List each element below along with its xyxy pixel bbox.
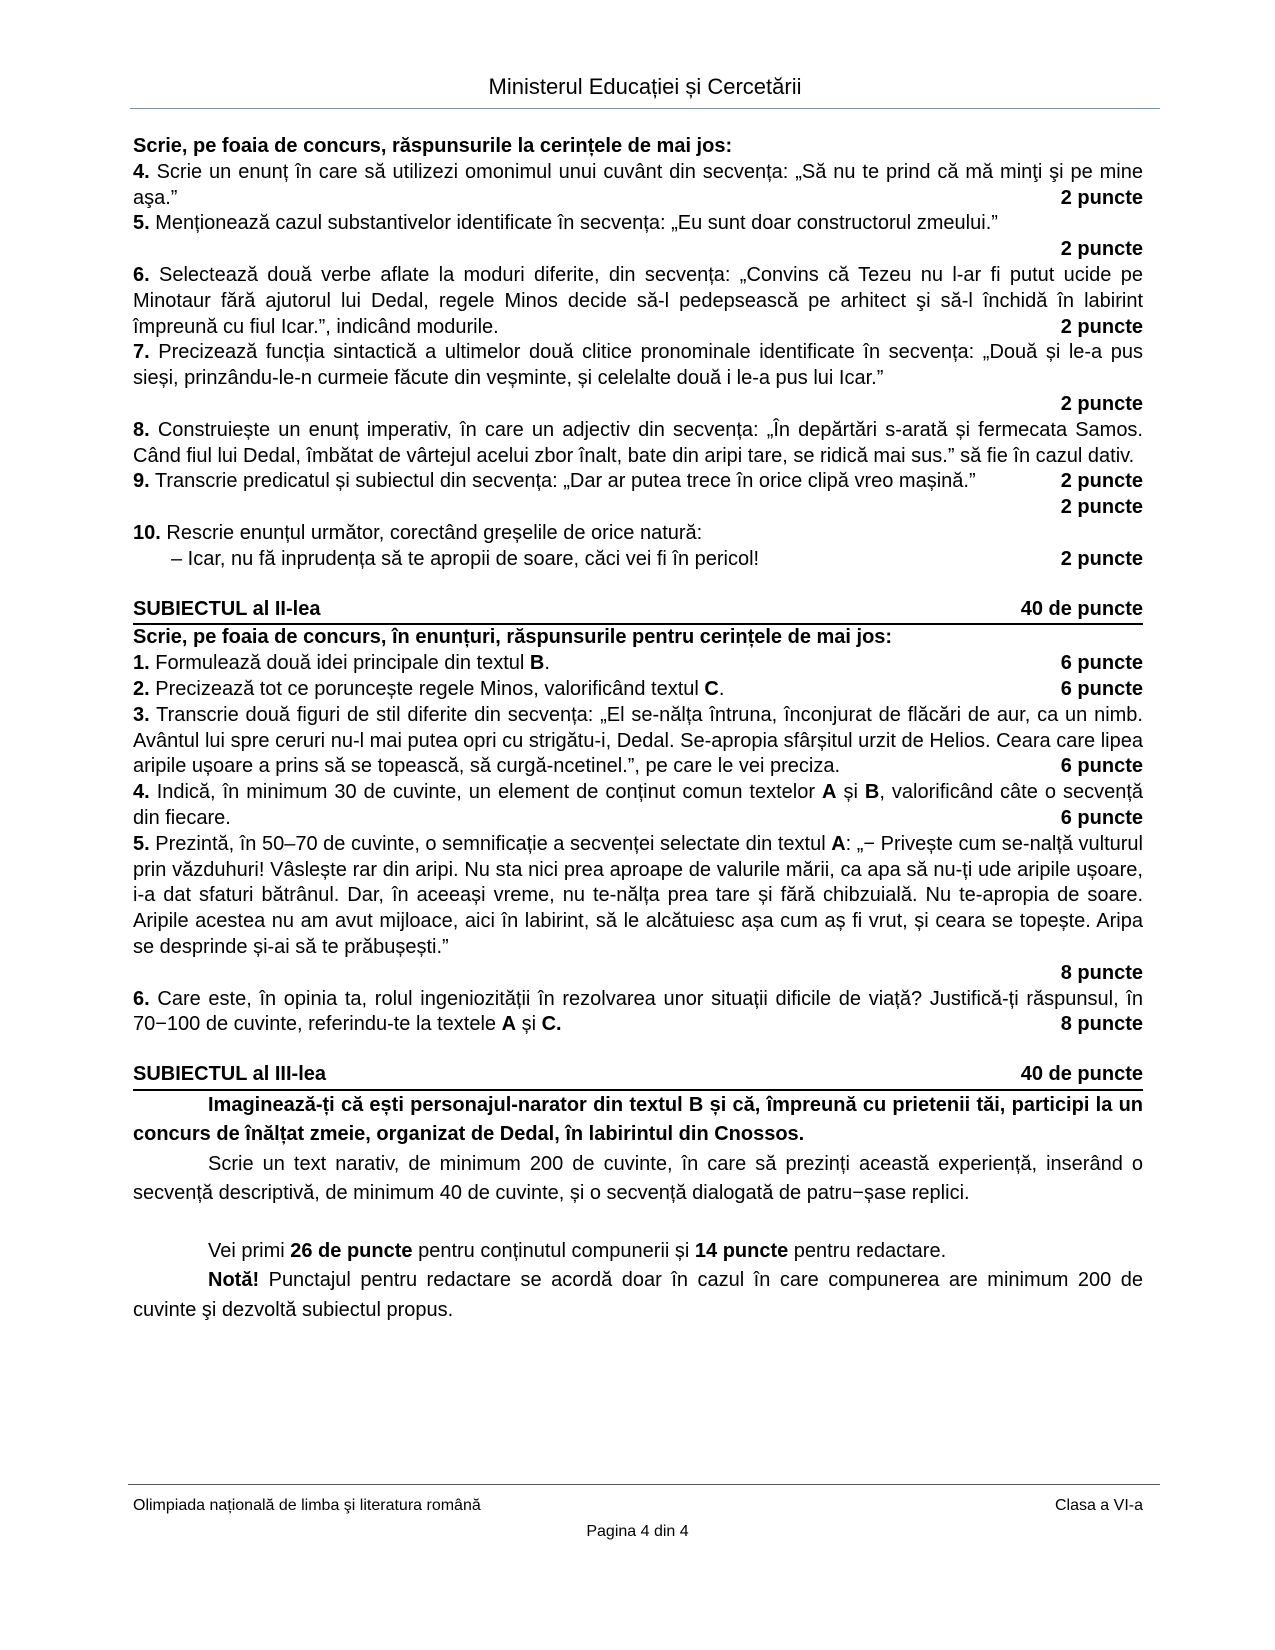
section-2-points: 40 de puncte <box>1020 597 1143 620</box>
section-3-scoring: Vei primi 26 de puncte pentru conținutul compunerii și 14 puncte pentru redactare. <box>208 1239 947 1262</box>
footer-class: Clasa a VI-a <box>1054 1497 1143 1514</box>
question-5: 5. Menționează cazul substantivelor identificate în secvența: „Eu sunt doar constructorul zmeului.” <box>133 212 998 235</box>
section-2-heading <box>133 597 1143 626</box>
footer-olympiad: Olimpiada națională de limba şi literatura română <box>133 1497 481 1514</box>
section-3-body <box>133 1091 1143 1326</box>
question-7: 7. Precizează funcția sintactică a ultimelor două clitice pronominale identificate în secvența: „Două și le-a pus sieși, prinzându-le-n curmeie făcute din veșminte, și celelalte două i le-a pus lui Icar.” <box>133 341 1143 390</box>
s2-points-5: 8 puncte <box>1060 961 1143 984</box>
points-7: 2 puncte <box>1060 392 1143 415</box>
section-3-task: Scrie un text narativ, de minimum 200 de cuvinte, în care să prezinți această experiență, inserând o secvență descriptivă, de minimum 40 de cuvinte, și o secvență dialogată de patru−șase replici. <box>133 1152 1143 1205</box>
points-5: 2 puncte <box>1060 238 1143 261</box>
s2-question-1: 1. Formulează două idei principale din textul B. 6 puncte <box>133 651 1143 677</box>
points-8: 2 puncte <box>1060 470 1143 493</box>
points-6: 2 puncte <box>1060 315 1143 338</box>
s2-question-2: 2. Precizează tot ce poruncește regele Minos, valorificând textul C. 6 puncte <box>133 677 1143 703</box>
s2-points-3: 6 puncte <box>1060 755 1143 778</box>
footer-divider <box>128 1484 1160 1485</box>
points-10: 2 puncte <box>1060 547 1143 570</box>
s2-points-1: 6 puncte <box>1060 652 1143 675</box>
points-9: 2 puncte <box>1060 496 1143 519</box>
page-number: Pagina 4 din 4 <box>586 1523 689 1540</box>
s2-question-6: 6. Care este, în opinia ta, rolul ingeniozității în rezolvarea unor situații dificile de viață? Justifică-ți răspunsul, în 70−100 de cuvinte, referindu-te la textele A și C. 8 puncte <box>133 987 1143 1039</box>
points-4: 2 puncte <box>1060 186 1143 209</box>
note-label: Notă! <box>208 1269 260 1292</box>
section-2-title: SUBIECTUL al II-lea <box>133 597 321 620</box>
section-3-heading <box>133 1062 1143 1091</box>
s2-question-4: 4. Indică, în minimum 30 de cuvinte, un element de conținut comun textelor A și B, valorificând câte o secvență din fiecare. 6 puncte <box>133 780 1143 832</box>
s2-points-2: 6 puncte <box>1060 677 1143 700</box>
s2-question-5: 5. Prezintă, în 50–70 de cuvinte, o semnificație a secvenței selectate din textul A: „− Privește cum se-nalță vulturul prin văzduhuri! Vâslește rar din aripi. Nu sta nici prea aproape de valurile mării, ca apa să nu-ți ude aripile ușoare, i-a dat sfaturi bătrânul. Dar, în aceeași vreme, nu te-nălța prea tare și fără chibzuială. Nu te-apropia de soare. Aripile acestea nu am avut mijloace, aici în labirint, să le alcătuiesc așa cum aș fi vrut, și ceara se topește. Aripa se desprinde și-ai să te prăbușești.” <box>133 832 1143 958</box>
header-divider <box>130 108 1160 109</box>
page-header: Ministerul Educației și Cercetării <box>488 74 802 99</box>
question-6: 6. Selectează două verbe aflate la moduri diferite, din secvența: „Convins că Tezeu nu l-ar fi putut ucide pe Minotaur fără ajutorul lui Dedal, regele Minos decide să-l pedepsească pe arhitect şi să-l închidă în labirint împreună cu fiul Icar.”, indicând modurile. 2 puncte <box>133 263 1143 340</box>
section-3-note: Notă! Punctajul pentru redactare se acordă doar în cazul în care compunerea are minimum 200 de cuvinte şi dezvoltă subiectul propus. <box>133 1269 1143 1321</box>
question-10-quote: – Icar, nu fă inprudența să te apropii de soare, căci vei fi în pericol! 2 puncte <box>133 547 1143 573</box>
document-body <box>133 134 1143 1325</box>
section-2-intro: Scrie, pe foaia de concurs, în enunțuri, răspunsurile pentru cerințele de mai jos: <box>133 626 893 649</box>
question-8: 8. Construiește un enunț imperativ, în care un adjectiv din secvența: „În depărtări s-arată și fermecata Samos. Când fiul lui Dedal, îmbătat de vârtejul acelui zbor înalt, bate din aripi tare, se ridică mai sus.” să fie în cazul dativ. 2 puncte <box>133 418 1143 470</box>
s2-points-4: 6 puncte <box>1060 806 1143 829</box>
question-10: 10. Rescrie enunțul următor, corectând greșelile de orice natură: <box>133 521 703 544</box>
question-9: 9. Transcrie predicatul și subiectul din secvența: „Dar ar putea trece în orice clipă vreo mașină.” <box>133 470 976 493</box>
s2-question-3: 3. Transcrie două figuri de stil diferite din secvența: „El se-nălța întruna, înconjurat de flăcări de aur, ca un nimb. Avântul lui spre ceruri nu-l mai putea opri cu strigătu-i, Dedal. Se-apropia sfârșitul urzit de Helios. Ceara care lipea aripile ușoare a prins să se topească, să curgă-ncetinel.”, pe care le vei preciza. 6 puncte <box>133 703 1143 780</box>
question-4: 4. Scrie un enunț în care să utilizezi omonimul unui cuvânt din secvența: „Să nu te prind că mă minţi şi pe mine aşa.” 2 puncte <box>133 160 1143 212</box>
s2-points-6: 8 puncte <box>1060 1013 1143 1036</box>
section-3-title: SUBIECTUL al III-lea <box>133 1063 327 1086</box>
part1-intro: Scrie, pe foaia de concurs, răspunsurile la cerințele de mai jos: <box>133 135 733 157</box>
section-3-task-bold: Imaginează-ți că ești personajul-narator din textul B și că, împreună cu prietenii tăi, participi la un concurs de înălțat zmeie, organizat de Dedal, în labirintul din Cnossos. <box>133 1093 1143 1146</box>
section-3-points: 40 de puncte <box>1020 1063 1143 1086</box>
